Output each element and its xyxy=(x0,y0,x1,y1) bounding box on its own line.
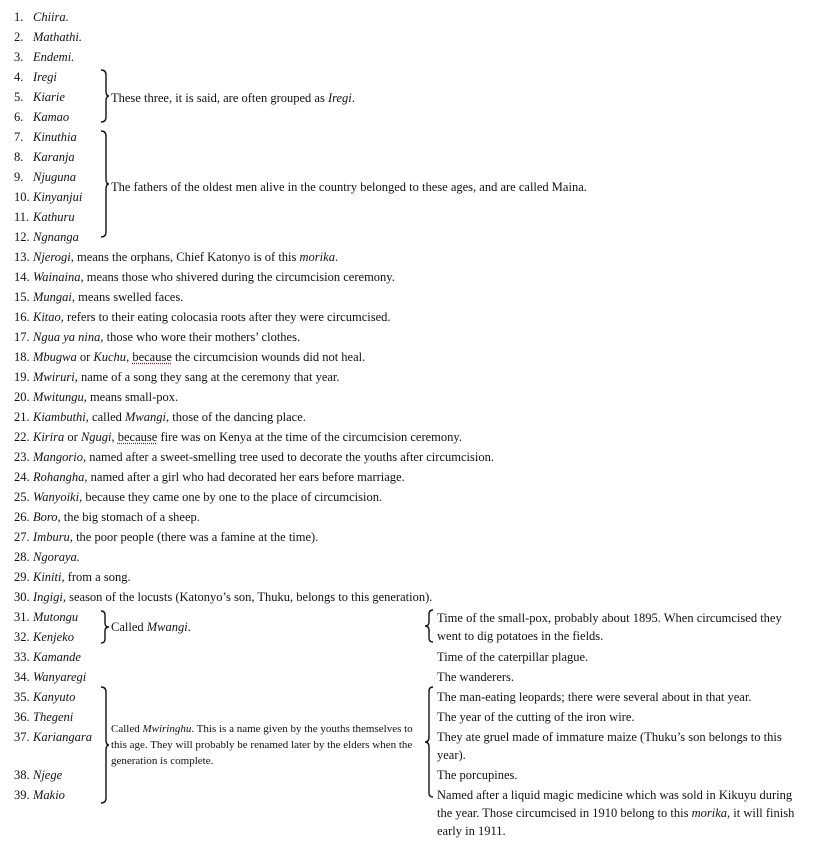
text-segment: , xyxy=(126,350,133,364)
text-segment: , those who wore their mothers’ clothes. xyxy=(100,330,301,344)
text-segment: , called xyxy=(85,410,126,424)
italic-term: Wainaina xyxy=(33,270,81,284)
age-grade-name: Ngnanga xyxy=(33,230,79,244)
text-segment: , season of the locusts (Katonyo’s son, Thuku, belongs to this generation). xyxy=(62,590,433,604)
right-brace-maina-group xyxy=(100,130,110,238)
item-number: 28. xyxy=(14,550,30,564)
item-number: 20. xyxy=(14,390,30,404)
item-number: 13. xyxy=(14,250,30,264)
age-grade-description xyxy=(33,327,300,347)
item-number: 17. xyxy=(14,330,30,344)
note-leopards: The man-eating leopards; there were several about in that year. xyxy=(437,690,752,704)
italic-term: Kiambuthi xyxy=(33,410,86,424)
text-segment: , named after a sweet-smelling tree used to decorate the youths after circumcision. xyxy=(83,450,494,464)
age-grade-name: Kinyanjui xyxy=(33,190,83,204)
age-grade-name: Njege xyxy=(33,768,63,782)
text-segment: , from a song. xyxy=(61,570,131,584)
age-grade-description xyxy=(33,287,183,307)
item-number: 3. xyxy=(14,50,24,64)
age-grade-name: Kanyuto xyxy=(33,690,76,704)
item-number: 12. xyxy=(14,230,30,244)
item-number: 11. xyxy=(14,210,30,224)
item-number: 35. xyxy=(14,690,30,704)
age-grade-name: Kinuthia xyxy=(33,130,77,144)
text-segment: fire was on Kenya at the time of the circumcision ceremony. xyxy=(157,430,462,444)
mwiringhu-group-note: Called Mwiringhu. This is a name given by the youths themselves to this age. They will probably be renamed later by the elders when the generation is complete. xyxy=(111,723,413,767)
italic-term: Mwiruri xyxy=(33,370,75,384)
text-segment: , xyxy=(111,430,118,444)
text-segment: , the big stomach of a sheep. xyxy=(57,510,200,524)
note-medicine: Named after a liquid magic medicine which was sold in Kikuyu during the year. Those circumcised in 1910 belong to this morika, it will finish early in 1911. xyxy=(437,788,795,838)
iregi-group-note: These three, it is said, are often grouped as Iregi. xyxy=(111,91,355,105)
item-number: 36. xyxy=(14,710,30,724)
italic-term: Mwangi xyxy=(125,410,166,424)
text-segment: the circumcision wounds did not heal. xyxy=(171,350,366,364)
age-grade-description xyxy=(33,367,340,387)
text-segment: , because they came one by one to the place of circumcision. xyxy=(79,490,383,504)
item-number: 22. xyxy=(14,430,30,444)
text-segment: . xyxy=(334,250,339,264)
age-grade-description xyxy=(33,307,391,327)
item-number: 24. xyxy=(14,470,30,484)
age-grade-name: Kamande xyxy=(33,650,81,664)
item-number: 37. xyxy=(14,730,30,744)
italic-term: Ngoraya. xyxy=(33,550,80,564)
age-grade-name: Iregi xyxy=(33,70,57,84)
item-number: 1. xyxy=(14,10,24,24)
item-number: 14. xyxy=(14,270,30,284)
item-number: 4. xyxy=(14,70,24,84)
item-number: 16. xyxy=(14,310,30,324)
italic-term: Kitao xyxy=(33,310,61,324)
age-grade-name: Kathuru xyxy=(33,210,75,224)
maina-group-note: The fathers of the oldest men alive in the country belonged to these ages, and are called Maina. xyxy=(111,180,587,194)
text-segment: or xyxy=(76,350,94,364)
item-number: 32. xyxy=(14,630,30,644)
note-porcupines: The porcupines. xyxy=(437,768,518,782)
age-grade-name: Kamao xyxy=(33,110,70,124)
text-segment: , means small-pox. xyxy=(83,390,179,404)
age-grade-description xyxy=(33,487,382,507)
age-grade-name: Endemi. xyxy=(33,50,75,64)
italic-term: Wanyoiki xyxy=(33,490,80,504)
right-brace-mwangi-group xyxy=(100,610,110,644)
item-number: 39. xyxy=(14,788,30,802)
age-grade-name: Chiira. xyxy=(33,10,69,24)
age-grade-description xyxy=(33,267,395,287)
right-brace-mwiringhu-group xyxy=(100,686,110,804)
italic-term: Ingigi xyxy=(33,590,63,604)
italic-term: Mbugwa xyxy=(33,350,77,364)
italic-term: Mwitungu xyxy=(33,390,84,404)
text-segment: , the poor people (there was a famine at the time). xyxy=(69,530,319,544)
note-iron-wire: The year of the cutting of the iron wire. xyxy=(437,710,635,724)
age-grade-description xyxy=(33,427,462,447)
age-grade-name: Kiarie xyxy=(33,90,65,104)
age-grade-name: Karanja xyxy=(33,150,75,164)
italic-term: Ngua ya nina xyxy=(33,330,101,344)
item-number: 34. xyxy=(14,670,30,684)
age-grade-name: Kariangara xyxy=(33,730,93,744)
item-number: 7. xyxy=(14,130,24,144)
item-number: 18. xyxy=(14,350,30,364)
text-segment: , means those who shivered during the circumcision ceremony. xyxy=(80,270,395,284)
age-grade-description xyxy=(33,547,80,567)
age-grade-description xyxy=(33,407,306,427)
item-number: 23. xyxy=(14,450,30,464)
italic-term: Mungai xyxy=(33,290,72,304)
left-brace-smallpox xyxy=(424,609,434,643)
text-segment: , named after a girl who had decorated her ears before marriage. xyxy=(84,470,405,484)
age-grade-description xyxy=(33,447,494,467)
right-brace-iregi-group xyxy=(100,69,110,123)
age-grade-description xyxy=(33,527,318,547)
item-number: 33. xyxy=(14,650,30,664)
text-segment: because xyxy=(132,350,172,364)
age-grade-description xyxy=(33,567,131,587)
text-segment: , name of a song they sang at the ceremony that year. xyxy=(74,370,340,384)
italic-term: Ngugi xyxy=(80,430,112,444)
item-number: 10. xyxy=(14,190,30,204)
item-number: 25. xyxy=(14,490,30,504)
item-number: 31. xyxy=(14,610,30,624)
item-number: 2. xyxy=(14,30,24,44)
age-grade-description xyxy=(33,387,178,407)
note-caterpillar: Time of the caterpillar plague. xyxy=(437,650,589,664)
italic-term: Kiniti xyxy=(33,570,62,584)
age-grade-name: Mathathi. xyxy=(33,30,82,44)
item-number: 30. xyxy=(14,590,30,604)
item-number: 6. xyxy=(14,110,24,124)
note-smallpox: Time of the small-pox, probably about 1895. When circumcised they went to dig potatoes in the fields. xyxy=(437,611,782,643)
age-grade-description xyxy=(33,467,405,487)
age-grade-name: Njuguna xyxy=(33,170,77,184)
italic-term: Boro xyxy=(33,510,58,524)
item-number: 21. xyxy=(14,410,30,424)
age-grade-name: Thegeni xyxy=(33,710,74,724)
age-grade-description xyxy=(33,587,432,607)
text-segment: , means swelled faces. xyxy=(71,290,184,304)
italic-term: Kirira xyxy=(33,430,65,444)
age-grade-name: Wanyaregi xyxy=(33,670,87,684)
left-brace-later-years xyxy=(424,686,434,798)
item-number: 9. xyxy=(14,170,24,184)
item-number: 27. xyxy=(14,530,30,544)
age-grade-description xyxy=(33,507,200,527)
age-grade-description xyxy=(33,347,365,367)
item-number: 29. xyxy=(14,570,30,584)
text-segment: , refers to their eating colocasia roots after they were circumcised. xyxy=(60,310,391,324)
italic-term: Imburu xyxy=(33,530,70,544)
note-gruel: They ate gruel made of immature maize (Thuku’s son belongs to this year). xyxy=(437,730,782,762)
age-grade-description xyxy=(33,247,338,267)
text-segment: , those of the dancing place. xyxy=(166,410,306,424)
age-grade-name: Makio xyxy=(33,788,65,802)
italic-term: Kuchu xyxy=(93,350,127,364)
text-segment: or xyxy=(64,430,81,444)
note-wanderers: The wanderers. xyxy=(437,670,515,684)
item-number: 26. xyxy=(14,510,30,524)
age-grade-name: Mutongu xyxy=(33,610,79,624)
text-segment: , means the orphans, Chief Katonyo is of this xyxy=(70,250,300,264)
age-grade-name: Kenjeko xyxy=(33,630,74,644)
italic-term: morika xyxy=(299,250,335,264)
italic-term: Rohangha xyxy=(33,470,85,484)
item-number: 5. xyxy=(14,90,24,104)
italic-term: Njerogi xyxy=(33,250,71,264)
text-segment: because xyxy=(117,430,158,444)
item-number: 15. xyxy=(14,290,30,304)
item-number: 19. xyxy=(14,370,30,384)
mwangi-group-note: Called Mwangi. xyxy=(111,620,191,634)
italic-term: Mangorio xyxy=(33,450,83,464)
item-number: 38. xyxy=(14,768,30,782)
item-number: 8. xyxy=(14,150,24,164)
